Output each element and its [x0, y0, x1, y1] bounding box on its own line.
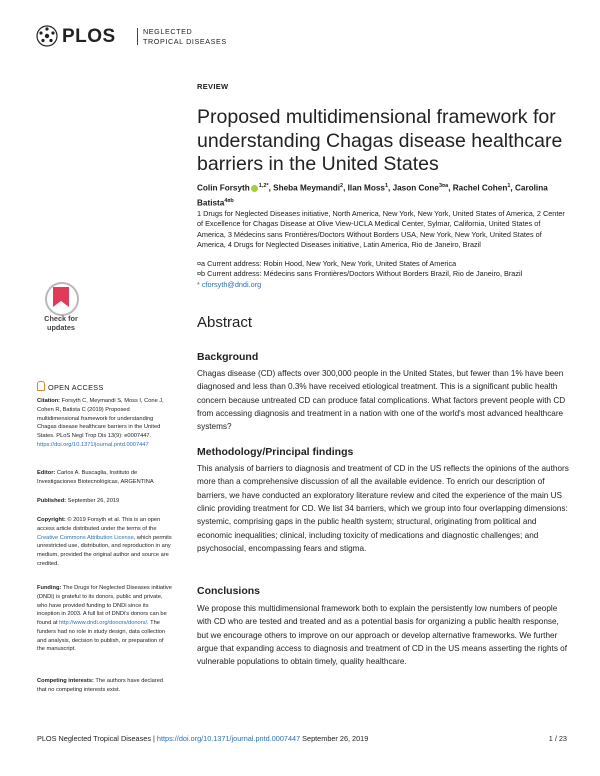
article-type: REVIEW [197, 82, 229, 91]
license-link[interactable]: Creative Commons Attribution License [37, 534, 134, 541]
abstract-heading: Abstract [197, 314, 253, 331]
article-title: Proposed multidimensional framework for understanding Chagas disease healthcare barriers in the United States [197, 106, 563, 175]
citation-block [37, 397, 172, 450]
citation-label: Citation: [37, 398, 61, 404]
author-affil-sup: 3¤a [439, 183, 449, 189]
author-affil-sup: 1 [384, 183, 389, 189]
open-access-label [37, 381, 104, 392]
logo-subtitle-line1: NEGLECTED [143, 27, 193, 36]
author-affil-sup: 4¤b [224, 197, 234, 204]
author-affil-sup: 2 [340, 183, 344, 189]
competing-interests-text: The authors have declared that no competing interests exist. [37, 678, 164, 693]
methods-paragraph: This analysis of barriers to diagnosis and treatment of CD in the US reflects the opinions of the authors more than a comprehensive discussion of all the available evidence. To enrich our description of barriers, we have conducted an exploratory literature review and cited the experience of the main US clinic providing treatment for CD. We list 34 barriers, which we group into four overlapping dimensions: systemic, comprising gaps in the public health system; structural, originating from political and economic inequalities; clinical, including toxicity of medications and diagnostic challenges; and psychosocial, encompassing fears and stigma. [197, 464, 569, 554]
author-name[interactable]: Jason Cone [392, 183, 439, 193]
footer-journal: PLOS Neglected Tropical Diseases | [37, 734, 157, 743]
check-for-updates-label [38, 315, 84, 332]
open-lock-icon [37, 381, 45, 391]
published-block [37, 497, 172, 506]
copyright-text-end: , which permits unrestricted use, distribution, and reproduction in any medium, provided the original author and source are credited. [37, 534, 172, 567]
open-access-text: OPEN ACCESS [48, 383, 104, 392]
competing-interests-block [37, 677, 172, 695]
citation-text: Forsyth C, Meymandi S, Moss I, Cone J, Cohen R, Batista C (2019) Proposed multidimensional framework for understanding Chagas disease healthcare barriers in the United States. PLoS Negl Trop Dis 13(9): e0007447. [37, 398, 164, 439]
check-for-updates-button[interactable] [38, 282, 84, 334]
check-line1: Check for [44, 314, 78, 323]
copyright-block [37, 516, 172, 569]
logo-subtitle [143, 27, 227, 46]
author-list: Colin Forsyth $^{1,2*}$, Sheba Meymandi$^2$, Ilan Moss$^1$, Jason Cone$^{3¤a}$, Rachel Cohen$^1$, Carolina Batista$^{4¤b}$ [197, 183, 548, 208]
corresponding-email[interactable]: * cforsyth@dndi.org [197, 279, 262, 289]
background-heading: Background [197, 351, 259, 363]
current-address-a: ¤a Current address: Robin Hood, New York, New York, United States of America [197, 259, 457, 268]
conclusions-paragraph: We propose this multidimensional framework both to explain the persistently low numbers of people with CD who are tested and treated and as a potential basis for organizing a public health response, but we encourage others to improve on our approach or develop alternative frameworks. We further argue that expanding access to diagnosis and treatment of CD in the US means asserting the rights of vulnerable populations to obtain timely, quality healthcare. [197, 604, 568, 667]
check-line2: updates [47, 322, 75, 332]
author-name[interactable]: Ilan Moss [347, 183, 385, 193]
author-name[interactable]: Colin Forsyth [197, 183, 250, 193]
author-name[interactable]: Sheba Meymandi [273, 183, 341, 193]
editor-text: Carlos A. Buscaglia, Instituto de Investigaciones Biotecnológicas, ARGENTINA [37, 470, 154, 485]
page-footer [37, 734, 567, 743]
logo-wordmark: PLOS [62, 26, 116, 47]
affiliations: 1 Drugs for Neglected Diseases initiative, North America, New York, New York, United States of America, 2 Center of Excellence for Chagas Disease at Olive View-UCLA Medical Center, Sylmar, California, United States of America, 3 Médecins sans Frontières/Doctors Without Borders USA, New York, New York, United States of America, 4 Drugs for Neglected Diseases initiative, Latin America, Rio de Janeiro, Brazil [197, 209, 565, 249]
logo-subtitle-line2: TROPICAL DISEASES [143, 36, 227, 46]
editor-label: Editor: [37, 470, 56, 476]
footer-date: September 26, 2019 [300, 734, 369, 743]
background-paragraph: Chagas disease (CD) affects over 300,000 people in the United States, but fewer than 1% have been diagnosed and less than 0.3% have received etiological treatment. This is a significant public health concern because untreated CD can produce fatal complications. What factors prevent people with CD from accessing diagnosis and treatment in a nation with one of the world's most advanced healthcare systems? [197, 369, 566, 432]
copyright-label: Copyright: [37, 517, 66, 523]
author-affil-sup: 1,2* [258, 183, 269, 189]
funding-text-end: . The funders had no role in study design, data collection and analysis, decision to publish, or preparation of the manuscript. [37, 620, 166, 653]
methods-heading: Methodology/Principal findings [197, 446, 354, 458]
current-addresses [197, 259, 567, 290]
funding-label: Funding: [37, 585, 62, 591]
current-address-b: ¤b Current address: Médecins sans Frontières/Doctors Without Borders Brazil, Rio de Janeiro, Brazil [197, 269, 523, 279]
donors-link[interactable]: http://www.dndi.org/donors/donors/ [59, 620, 148, 626]
author-name[interactable]: Rachel Cohen [452, 183, 508, 193]
logo-divider [137, 28, 138, 45]
funding-text: The Drugs for Neglected Diseases initiative (DNDi) is grateful to its donors, public and private, who have provided funding to DNDi since its inception in 2003. A full list of DNDi's donors can be found at [37, 585, 172, 626]
copyright-text: © 2019 Forsyth et al. This is an open access article distributed under the terms of the [37, 517, 161, 532]
footer-doi-link[interactable]: https://doi.org/10.1371/journal.pntd.0007447 [156, 734, 301, 743]
competing-interests-label: Competing interests: [37, 678, 94, 684]
journal-logo [36, 25, 236, 51]
published-label: Published: [37, 498, 67, 504]
orcid-icon[interactable] [251, 185, 258, 192]
plos-logo-icon [36, 25, 58, 47]
author-affil-sup: 1 [507, 183, 511, 189]
citation-doi-link[interactable]: https://doi.org/10.1371/journal.pntd.0007447 [37, 441, 149, 448]
funding-block [37, 584, 172, 654]
page-number: 1 / 23 [548, 734, 567, 743]
conclusions-heading: Conclusions [197, 585, 261, 597]
editor-block [37, 469, 172, 487]
published-date: September 26, 2019 [66, 498, 120, 504]
author-name[interactable]: Carolina Batista [197, 183, 548, 208]
